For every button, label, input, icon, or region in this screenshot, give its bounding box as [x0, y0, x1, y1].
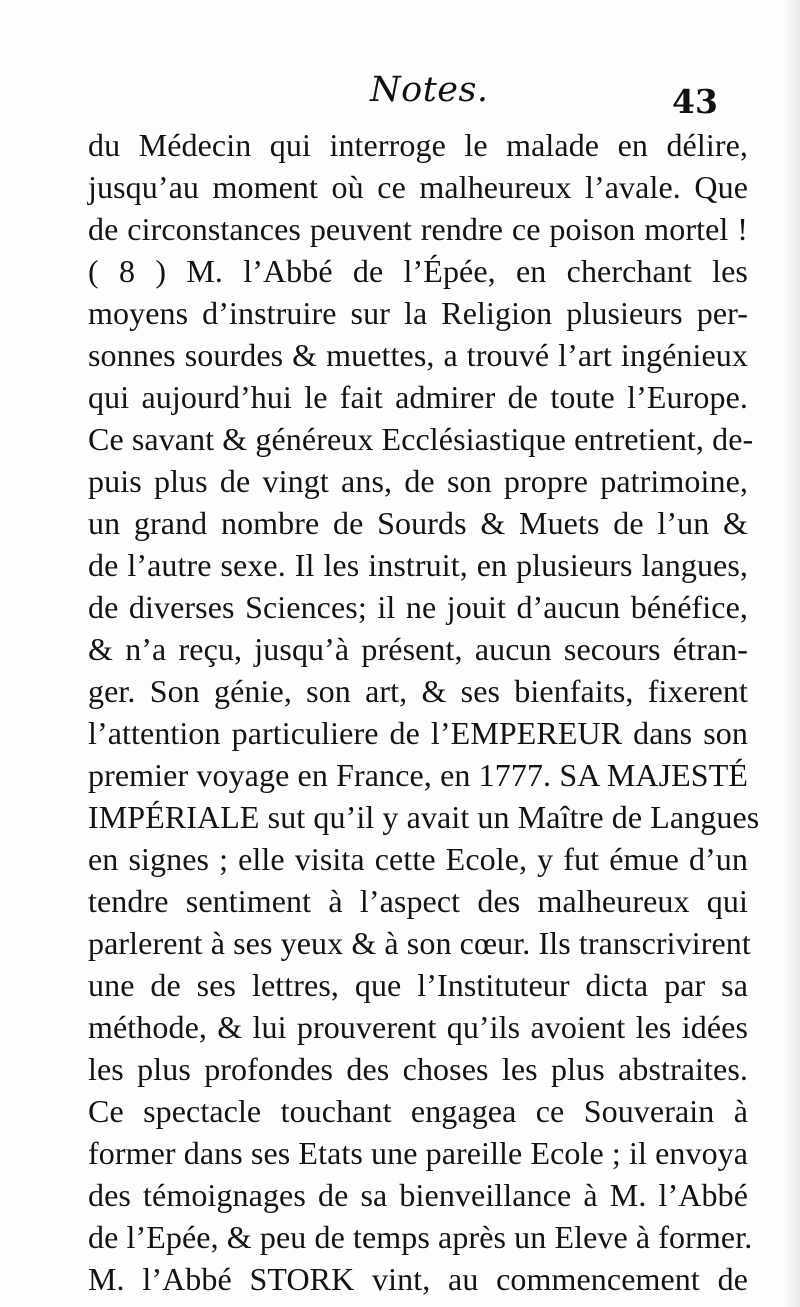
text-line: de l’Epée, & peu de temps après un Eleve à former.	[88, 1219, 753, 1255]
running-title: Notes.	[370, 70, 489, 110]
text-line: de l’autre sexe. Il les instruit, en plusieurs langues,	[88, 547, 748, 583]
text-line: Ce savant & généreux Ecclésiastique entretient, de-	[88, 421, 754, 457]
text-line: IMPÉRIALE sut qu’il y avait un Maître de Langues	[88, 799, 760, 835]
text-line: de diverses Sciences; il ne jouit d’aucun bénéfice,	[88, 589, 748, 625]
text-line: parlerent à ses yeux & à son cœur. Ils transcrivirent	[88, 925, 751, 961]
text-line: & n’a reçu, jusqu’à présent, aucun secours étran-	[88, 631, 748, 667]
text-line: des témoignages de sa bienveillance à M. l’Abbé	[88, 1177, 748, 1213]
text-line: ger. Son génie, son art, & ses bienfaits, fixerent	[88, 673, 748, 709]
text-line: méthode, & lui prouverent qu’ils avoient les idées	[88, 1009, 748, 1045]
text-line: jusqu’au moment où ce malheureux l’avale. Que	[88, 169, 748, 205]
body-text	[88, 124, 760, 1300]
text-line: ( 8 ) M. l’Abbé de l’Épée, en cherchant les	[88, 253, 748, 289]
text-line: former dans ses Etats une pareille Ecole ; il envoya	[88, 1135, 749, 1171]
text-line: M. l’Abbé STORK vint, au commencement de	[88, 1261, 748, 1297]
text-line: moyens d’instruire sur la Religion plusieurs per-	[88, 295, 748, 331]
text-line: du Médecin qui interroge le malade en délire,	[88, 127, 748, 163]
page-number: 43	[672, 82, 718, 121]
text-line: premier voyage en France, en 1777. SA MAJESTÉ	[88, 757, 748, 793]
text-line: sonnes sourdes & muettes, a trouvé l’art ingénieux	[88, 337, 748, 373]
text-line: tendre sentiment à l’aspect des malheureux qui	[88, 883, 748, 919]
text-line: en signes ; elle visita cette Ecole, y fut émue d’un	[88, 841, 748, 877]
page-edge-shadow	[782, 0, 800, 1307]
text-line: une de ses lettres, que l’Instituteur dicta par sa	[88, 967, 748, 1003]
text-line: qui aujourd’hui le fait admirer de toute l’Europe.	[88, 379, 748, 415]
page-header	[0, 70, 800, 120]
text-line: un grand nombre de Sourds & Muets de l’un &	[88, 505, 748, 541]
text-line: Ce spectacle touchant engagea ce Souverain à	[88, 1093, 748, 1129]
text-line: l’attention particuliere de l’EMPEREUR dans son	[88, 715, 748, 751]
text-line: puis plus de vingt ans, de son propre patrimoine,	[88, 463, 748, 499]
text-line: les plus profondes des choses les plus abstraites.	[88, 1051, 748, 1087]
text-line: de circonstances peuvent rendre ce poison mortel !	[88, 211, 748, 247]
